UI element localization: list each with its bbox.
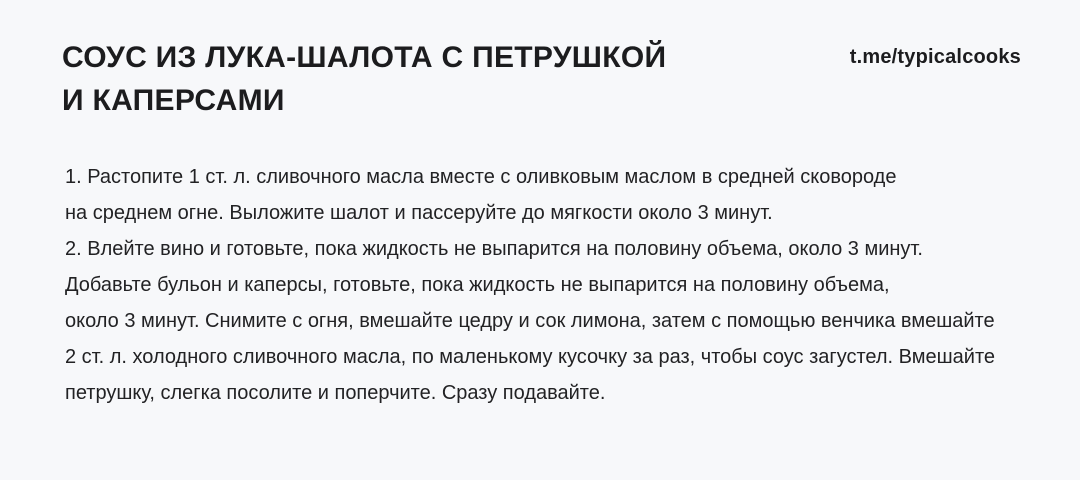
instruction-line: 2. Влейте вино и готовьте, пока жидкость не выпарится на половину объема, около 3 минут. bbox=[65, 238, 923, 260]
instruction-line: на среднем огне. Выложите шалот и пассеруйте до мягкости около 3 минут. bbox=[65, 202, 773, 224]
instruction-line: около 3 минут. Снимите с огня, вмешайте цедру и сок лимона, затем с помощью венчика вмешайте bbox=[65, 310, 995, 332]
recipe-title-line-1: СОУС ИЗ ЛУКА-ШАЛОТА С ПЕТРУШКОЙ bbox=[62, 41, 667, 74]
recipe-title bbox=[62, 36, 666, 122]
recipe-title-line-2: И КАПЕРСАМИ bbox=[62, 84, 285, 117]
telegram-channel-watermark: t.me/typicalcooks bbox=[849, 46, 1021, 68]
instruction-line: Добавьте бульон и каперсы, готовьте, пока жидкость не выпарится на половину объема, bbox=[65, 274, 890, 296]
recipe-instructions bbox=[65, 159, 995, 411]
instruction-line: 1. Растопите 1 ст. л. сливочного масла вместе с оливковым маслом в средней сковороде bbox=[65, 166, 897, 188]
instruction-line: петрушку, слегка посолите и поперчите. Сразу подавайте. bbox=[65, 382, 606, 404]
instruction-line: 2 ст. л. холодного сливочного масла, по маленькому кусочку за раз, чтобы соус загустел. Вмешайте bbox=[65, 346, 996, 368]
